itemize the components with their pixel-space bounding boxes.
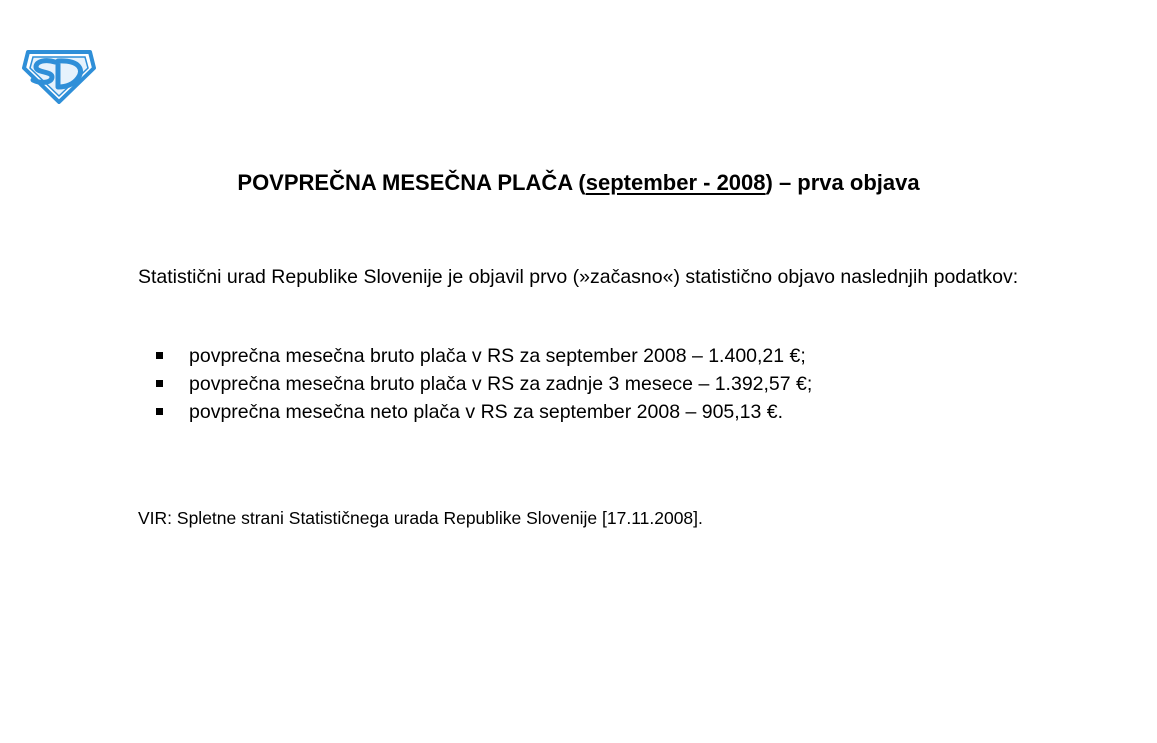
page-title: [0, 170, 1157, 196]
list-item-text: povprečna mesečna neto plača v RS za september 2008 – 905,13 €.: [189, 401, 784, 423]
title-period: september - 2008: [585, 170, 766, 195]
title-suffix: ) – prva objava: [765, 170, 920, 195]
sd-logo: [22, 46, 96, 104]
square-bullet-icon: [156, 352, 163, 359]
square-bullet-icon: [156, 408, 163, 415]
list-item: [138, 342, 1038, 370]
list-item: [138, 370, 1038, 398]
list-item-text: povprečna mesečna bruto plača v RS za zadnje 3 mesece – 1.392,57 €;: [189, 373, 813, 395]
salary-list: [138, 342, 1038, 426]
square-bullet-icon: [156, 380, 163, 387]
list-item: [138, 398, 1038, 426]
intro-paragraph: Statistični urad Republike Slovenije je objavil prvo (»začasno«) statistično objavo naslednjih podatkov:: [138, 266, 1019, 288]
title-prefix: POVPREČNA MESEČNA PLAČA (: [237, 170, 586, 195]
list-item-text: povprečna mesečna bruto plača v RS za september 2008 – 1.400,21 €;: [189, 345, 806, 367]
source-citation: VIR: Spletne strani Statističnega urada Republike Slovenije [17.11.2008].: [138, 508, 703, 528]
